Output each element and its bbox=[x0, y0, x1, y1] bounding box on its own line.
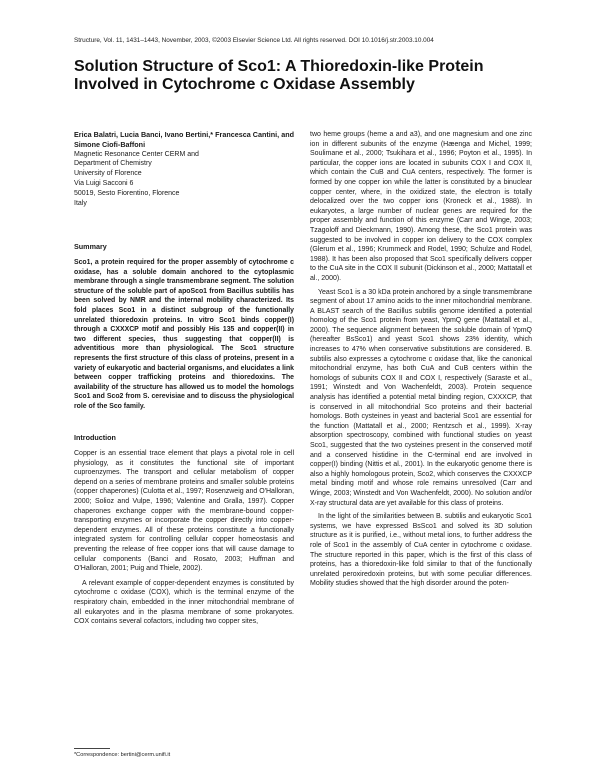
right-column bbox=[310, 130, 532, 589]
affiliation-line: Italy bbox=[74, 199, 87, 207]
summary-heading: Summary bbox=[74, 242, 107, 252]
correspondence-footnote: *Correspondence: bertini@cerm.unifi.it bbox=[74, 752, 171, 758]
body-paragraph: Yeast Sco1 is a 30 kDa protein anchored by a single transmembrane segment of about 17 amino acids to the inner mitochondrial membrane. A BLAST search of the Bacillus subtilis genome identified a potential homolog of the Sco1 protein from yeast, YpmQ gene (Mattatall et al., 2000). The sequence alignment between the soluble domain of YpmQ (hereafter BsSco1) and yeast Sco1 shows 23% identity, which increases to 47% when conservative substitutions are considered. B. subtilis also expresses a cytochrome c oxidase that, like the canonical mitochondrial enzyme, has both CuA and CuB centers within the homologs of subunits COX II and COX I, respectively (Saraste et al., 1991; Winstedt and Von Wachenfeldt, 2003). Protein sequence analysis has identified a potential metal binding region, CXXXCP, that is conserved in all mitochondrial Sco proteins and their bacterial homologs. Both cysteines in yeast and bacterial Sco1 are essential for the function (Mattatall et al., 2000; Rentzsch et al., 1999). X-ray absorption spectroscopy, combined with functional studies on yeast Sco1, suggested that the two cysteines present in the conserved motif and a conserved histidine in the C-terminal end are involved in copper(I) binding (Nittis et al., 2001). In the eukaryotic genome there is also a highly homologous protein, Sco2, which conserves the CXXXCP metal binding motif and whose role remains unresolved (Carr and Winge, 2003; Winstedt and Von Wachenfeldt, 2000). No solution and/or X-ray structural data are yet available for this class of proteins. bbox=[310, 288, 532, 507]
body-paragraph: two heme groups (heme a and a3), and one magnesium and one zinc ion in different subunits of the enzyme (Hæenga and Michel, 1999; Soulimane et al., 2000; Tsukihara et al., 1996; Poyton et al., 1995). In particular, the copper ions are located in subunits COX I and COX II, which contain the CuB and CuA centers, respectively. The former is formed by one copper ion while the latter is constituted by a binuclear copper center, where, in the oxidized state, the electron is totally delocalized over the two copper ions (Kroneck et al., 1988). In eukaryotes, a large number of nuclear genes are required for the proper assembly and function of this enzyme (Carr and Winge, 2003; Tzagoloff and Dieckmann, 1990). Among these, the Sco1 protein was suggested to be involved in copper ion delivery to the COX complex (Glerum et al., 1996; Krummeck and Rodel, 1990; Schulze and Rodel, 1988). It has been also proposed that Sco1 specifically delivers copper to the CuA site in the COX II subunit (Dickinson et al., 2000; Mattatall et al., 2000). bbox=[310, 131, 532, 282]
affiliation-line: Department of Chemistry bbox=[74, 160, 152, 168]
introduction-paragraph: A relevant example of copper-dependent enzymes is constituted by cytochrome c oxidase (COX), which is the terminal enzyme of the respiratory chain, embedded in the inner mitochondrial membrane of all eukaryotes and in the plasma membrane of some prokaryotes. COX contains several cofactors, including two copper sites, bbox=[74, 579, 294, 626]
affiliation bbox=[74, 150, 294, 209]
article-title: Solution Structure of Sco1: A Thioredoxin-like Protein Involved in Cytochrome c Oxidase Assembly bbox=[74, 58, 484, 93]
summary-text: Sco1, a protein required for the proper assembly of cytochrome c oxidase, has a soluble domain anchored to the cytoplasmic membrane through a single transmembrane segment. The solution structure of the soluble part of apoSco1 from Bacillus subtilis has been solved by NMR and the internal mobility characterized. Its fold places Sco1 in a distinct subgroup of the functionally unrelated thioredoxin proteins. In vitro Sco1 binds copper(I) through a CXXXCP motif and possibly His 135 and copper(II) in two different species, thus suggesting that copper(II) is adventitious more than physiological. The Sco1 structure represents the first structure of this class of proteins, present in a variety of eukaryotic and bacterial organisms, and elucidates a link between copper trafficking proteins and thioredoxins. The availability of the structure has allowed us to model the homologs Sco1 and Sco2 from S. cerevisiae and to discuss the physiological role of the Sco family. bbox=[74, 258, 294, 410]
introduction-heading: Introduction bbox=[74, 433, 116, 443]
affiliation-line: Magnetic Resonance Center CERM and bbox=[74, 150, 199, 158]
footnote-divider bbox=[74, 748, 110, 749]
body-paragraph: In the light of the similarities between B. subtilis and eukaryotic Sco1 systems, we have expressed BsSco1 and solved its 3D solution structure as it is purified, i.e., without metal ions, to further address the role of Sco1 in the assembly of CuA center in cytochrome c oxidase. The structure reported in this paper, which is the first of this class of proteins, has a thioredoxin-like fold similar to that of the functionally unrelated peroxiredoxin proteins, but with some peculiar differences. Mobility studies showed that the high disorder around the poten- bbox=[310, 513, 532, 588]
author-list: Erica Balatri, Lucia Banci, Ivano Bertini,* Francesca Cantini, and Simone Ciofi-Baffoni bbox=[74, 130, 294, 149]
left-column bbox=[74, 130, 294, 627]
journal-header: Structure, Vol. 11, 1431–1443, November, 2003, ©2003 Elsevier Science Ltd. All rights reserved. DOI 10.1016/j.str.2003.10.004 bbox=[74, 37, 434, 44]
affiliation-line: Via Luigi Sacconi 6 bbox=[74, 179, 134, 187]
affiliation-line: University of Florence bbox=[74, 170, 142, 178]
affiliation-line: 50019, Sesto Fiorentino, Florence bbox=[74, 189, 180, 197]
introduction-paragraph: Copper is an essential trace element that plays a pivotal role in cell physiology, as it constitutes the functional site of important cuproenzymes. The transport and cellular metabolism of copper depend on a series of membrane proteins and smaller soluble proteins (copper chaperones) (Culotta et al., 1997; Rosenzweig and O'Halloran, 2000; Solioz and Vulpe, 1996; Valentine and Gralla, 1997). Copper chaperones exchange copper with the membrane-bound copper-transporting enzymes or incorporate the copper directly into copper-dependent enzymes. All of these proteins constitute a functionally integrated system for controlling cellular copper homeostasis and preventing the release of free copper ions that will cause damage to cellular components (Banci and Rosato, 2003; Huffman and O'Halloran, 2001; Puig and Thiele, 2002). bbox=[74, 450, 295, 573]
